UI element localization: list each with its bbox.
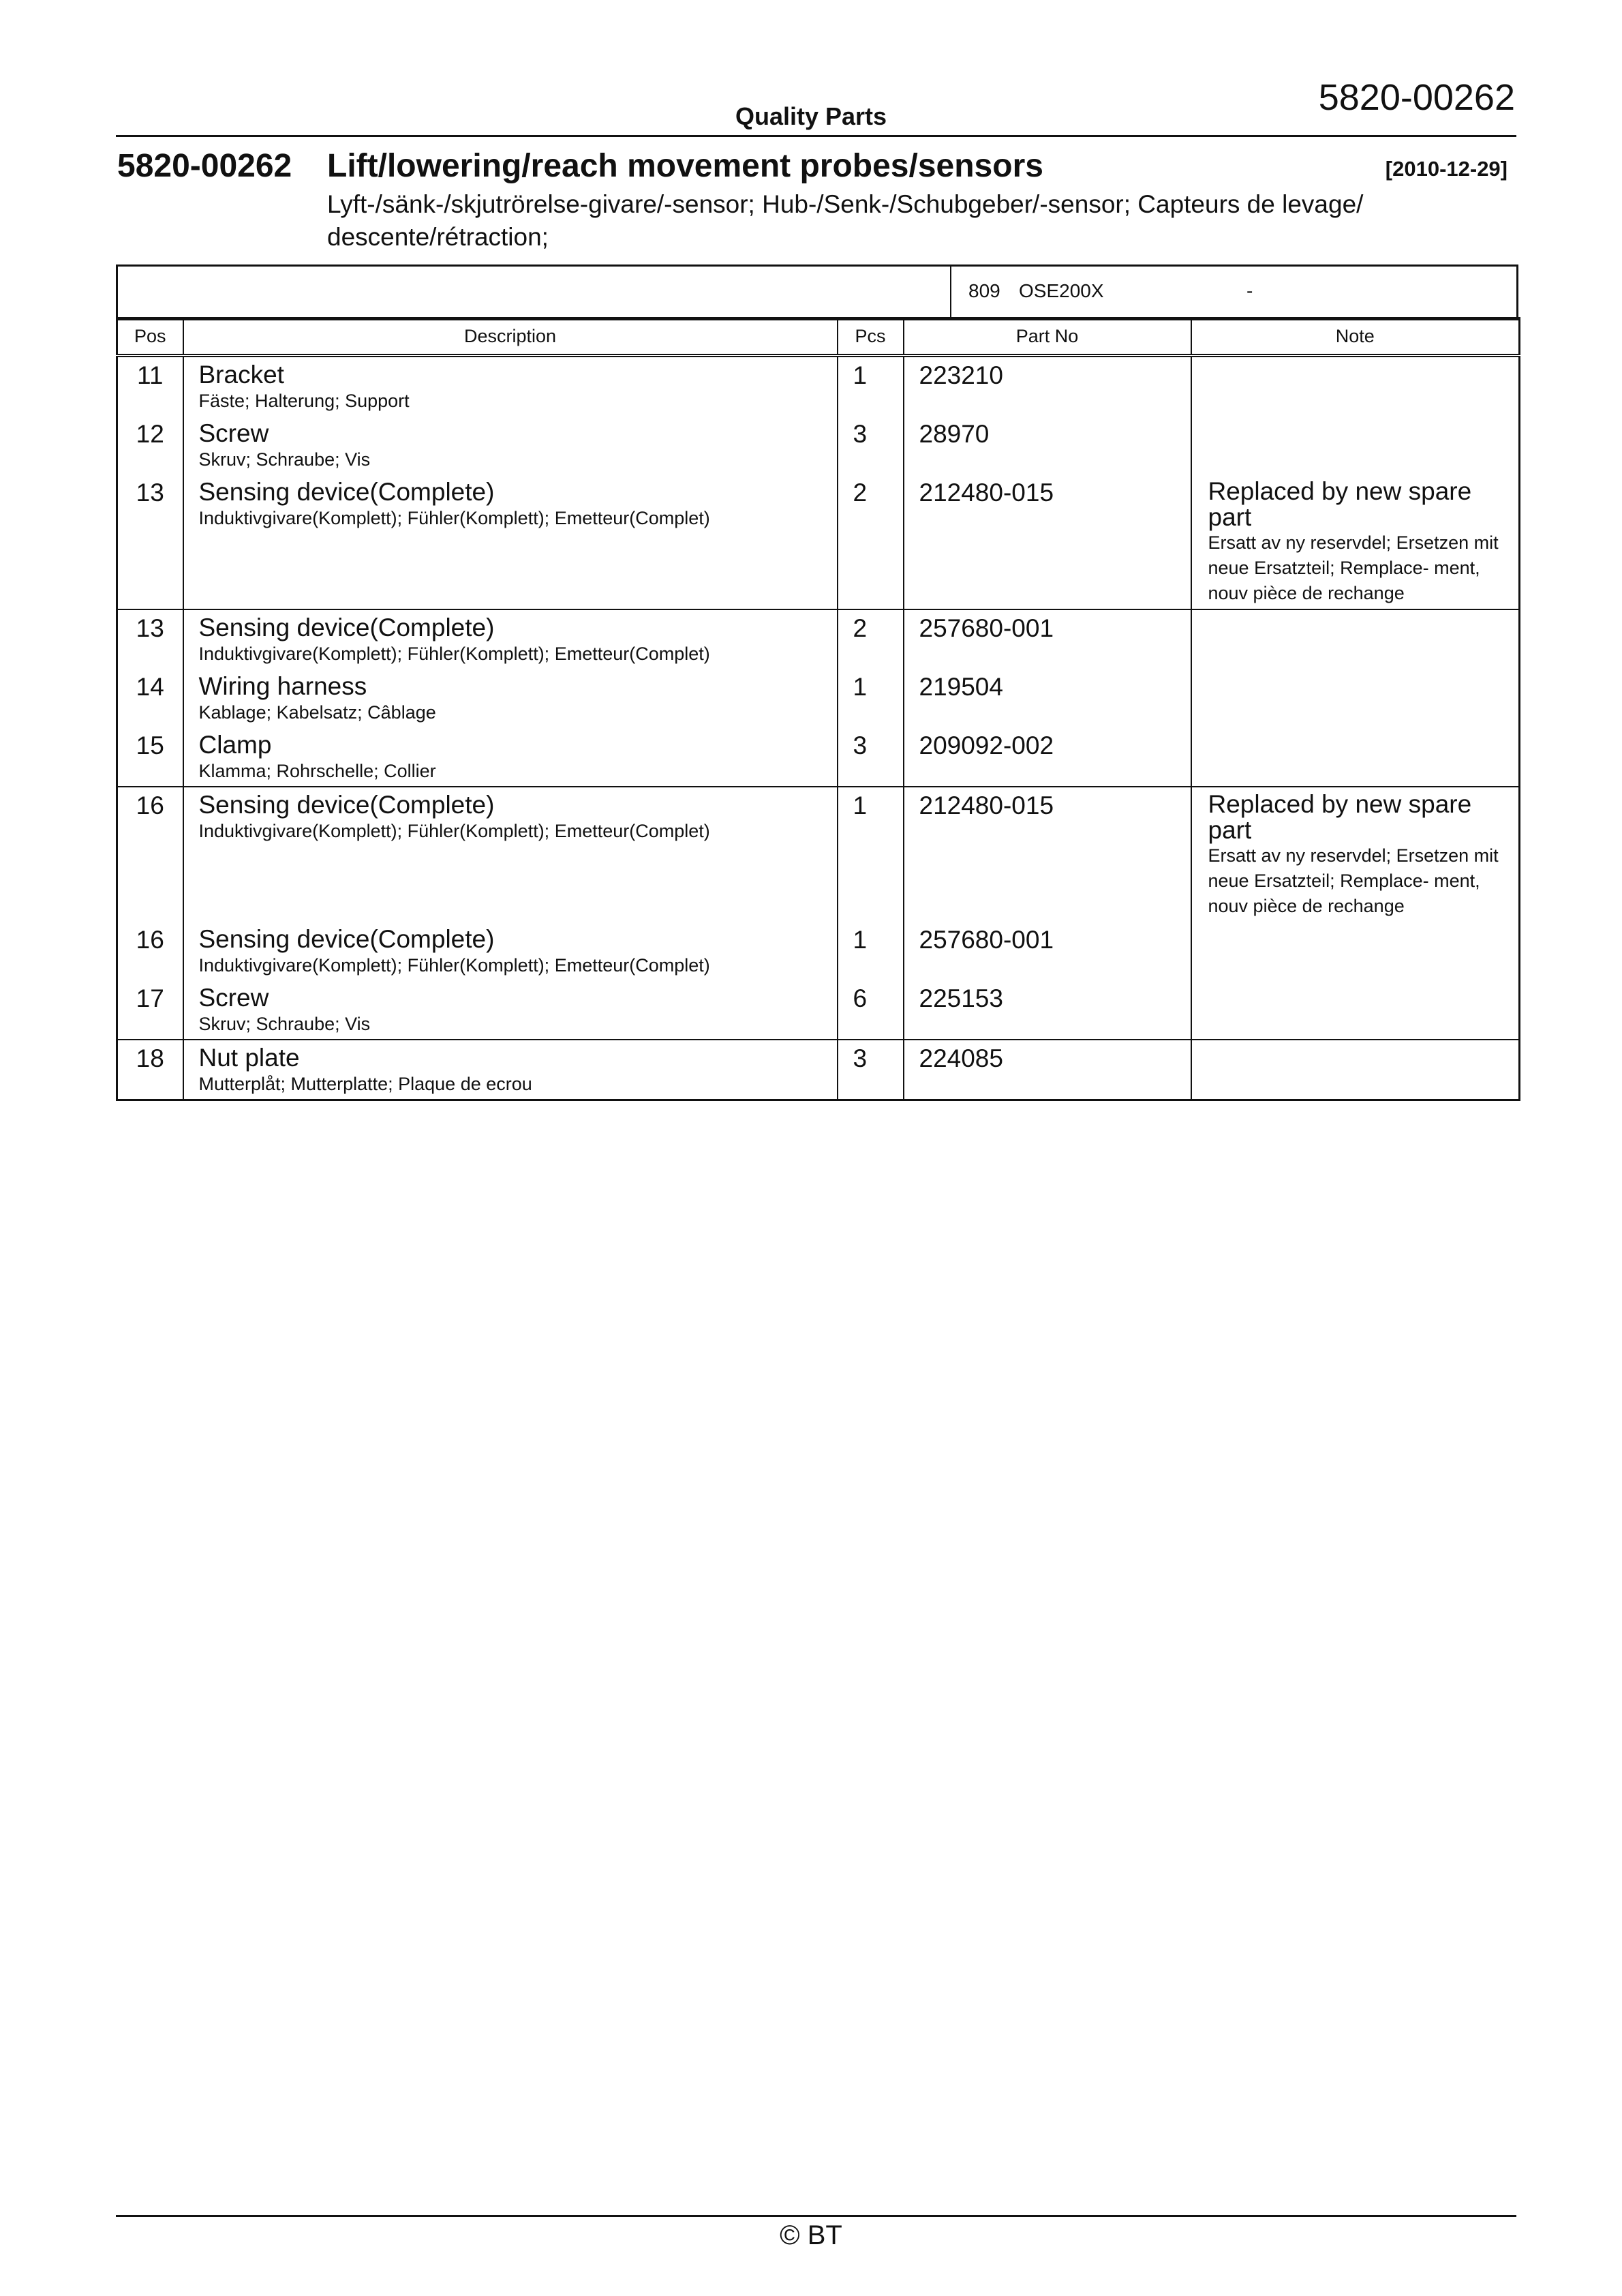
cell-pos: 16 xyxy=(117,922,183,980)
cell-note xyxy=(1191,669,1520,727)
cell-note xyxy=(1191,474,1520,609)
table-row xyxy=(117,609,1520,669)
description-main: Screw xyxy=(198,984,269,1012)
cell-description xyxy=(183,727,838,787)
cell-description xyxy=(183,669,838,727)
cell-part-no: 212480-015 xyxy=(904,787,1191,922)
cell-note xyxy=(1191,787,1520,922)
group-code: 5820-00262 xyxy=(117,148,292,184)
group-title: Lift/lowering/reach movement probes/sensors xyxy=(327,148,1043,184)
table-row xyxy=(117,356,1520,417)
description-translations: Induktivgivare(Komplett); Fühler(Komplett); Emetteur(Complet) xyxy=(198,644,710,664)
cell-pos: 13 xyxy=(117,474,183,609)
description-translations: Skruv; Schraube; Vis xyxy=(198,1014,371,1034)
cell-pcs: 1 xyxy=(838,669,904,727)
group-subtitle: Lyft-/sänk-/skjutrörelse-givare/-sensor; Hub-/Senk-/Schubgeber/-sensor; Capteurs de levage/ descente/rétraction; xyxy=(327,190,1364,251)
parts-table xyxy=(116,317,1520,1101)
cell-pcs: 1 xyxy=(838,922,904,980)
cell-note xyxy=(1191,416,1520,474)
cell-part-no: 28970 xyxy=(904,416,1191,474)
description-main: Nut plate xyxy=(198,1044,300,1072)
description-main: Sensing device(Complete) xyxy=(198,925,495,953)
col-header-pcs: Pcs xyxy=(838,318,904,356)
model-separator xyxy=(950,267,951,318)
header-divider xyxy=(116,135,1516,137)
cell-description xyxy=(183,980,838,1040)
description-main: Bracket xyxy=(198,361,284,389)
description-translations: Kablage; Kabelsatz; Câblage xyxy=(198,702,436,723)
cell-pos: 17 xyxy=(117,980,183,1040)
model-number: 809 xyxy=(968,280,1000,301)
col-header-pos: Pos xyxy=(117,318,183,356)
cell-pcs: 1 xyxy=(838,356,904,417)
table-row xyxy=(117,980,1520,1040)
cell-part-no: 224085 xyxy=(904,1040,1191,1100)
description-main: Screw xyxy=(198,419,269,447)
col-header-description: Description xyxy=(183,318,838,356)
cell-pcs: 3 xyxy=(838,1040,904,1100)
model-dash: - xyxy=(1246,280,1253,301)
description-main: Sensing device(Complete) xyxy=(198,791,495,819)
cell-pcs: 6 xyxy=(838,980,904,1040)
cell-part-no: 212480-015 xyxy=(904,474,1191,609)
cell-pos: 12 xyxy=(117,416,183,474)
cell-description xyxy=(183,787,838,922)
table-row xyxy=(117,1040,1520,1100)
cell-description xyxy=(183,356,838,417)
table-row xyxy=(117,787,1520,922)
cell-pcs: 3 xyxy=(838,727,904,787)
cell-description xyxy=(183,922,838,980)
cell-part-no: 225153 xyxy=(904,980,1191,1040)
cell-part-no: 257680-001 xyxy=(904,609,1191,669)
model-box xyxy=(116,265,1518,320)
cell-pos: 16 xyxy=(117,787,183,922)
cell-note xyxy=(1191,609,1520,669)
cell-description xyxy=(183,416,838,474)
note-main: Replaced by new spare part xyxy=(1208,477,1472,531)
col-header-part-no: Part No xyxy=(904,318,1191,356)
cell-pcs: 3 xyxy=(838,416,904,474)
col-header-note: Note xyxy=(1191,318,1520,356)
cell-note xyxy=(1191,727,1520,787)
description-translations: Induktivgivare(Komplett); Fühler(Komplett); Emetteur(Complet) xyxy=(198,955,710,976)
cell-note xyxy=(1191,356,1520,417)
note-main: Replaced by new spare part xyxy=(1208,790,1472,844)
cell-pcs: 2 xyxy=(838,609,904,669)
cell-description xyxy=(183,609,838,669)
note-translations: Ersatt av ny reservdel; Ersetzen mit neue Ersatzteil; Remplace- ment, nouv pièce de rechange xyxy=(1208,532,1499,603)
description-main: Sensing device(Complete) xyxy=(198,478,495,506)
description-translations: Klamma; Rohrschelle; Collier xyxy=(198,761,436,781)
note-translations: Ersatt av ny reservdel; Ersetzen mit neue Ersatzteil; Remplace- ment, nouv pièce de rechange xyxy=(1208,845,1499,916)
cell-pcs: 1 xyxy=(838,787,904,922)
description-translations: Fäste; Halterung; Support xyxy=(198,391,410,411)
table-row xyxy=(117,727,1520,787)
cell-note xyxy=(1191,922,1520,980)
description-translations: Skruv; Schraube; Vis xyxy=(198,449,371,470)
footer-divider xyxy=(116,2215,1516,2217)
table-row xyxy=(117,922,1520,980)
description-main: Clamp xyxy=(198,731,272,759)
description-translations: Induktivgivare(Komplett); Fühler(Komplett); Emetteur(Complet) xyxy=(198,821,710,841)
cell-description xyxy=(183,1040,838,1100)
header-doc-number: 5820-00262 xyxy=(1318,77,1515,118)
cell-part-no: 209092-002 xyxy=(904,727,1191,787)
cell-pcs: 2 xyxy=(838,474,904,609)
description-translations: Induktivgivare(Komplett); Fühler(Komplett); Emetteur(Complet) xyxy=(198,508,710,528)
description-main: Wiring harness xyxy=(198,672,367,700)
model-name: OSE200X xyxy=(1019,280,1104,301)
cell-pos: 18 xyxy=(117,1040,183,1100)
cell-part-no: 257680-001 xyxy=(904,922,1191,980)
footer-copyright: © BT xyxy=(780,2220,842,2250)
cell-description xyxy=(183,474,838,609)
description-translations: Mutterplåt; Mutterplatte; Plaque de ecrou xyxy=(198,1074,532,1094)
cell-pos: 15 xyxy=(117,727,183,787)
table-header-row xyxy=(117,318,1520,356)
group-date: [2010-12-29] xyxy=(1385,157,1508,181)
table-row xyxy=(117,669,1520,727)
cell-part-no: 219504 xyxy=(904,669,1191,727)
table-row xyxy=(117,416,1520,474)
header-section-title: Quality Parts xyxy=(735,102,887,130)
description-main: Sensing device(Complete) xyxy=(198,614,495,641)
table-row xyxy=(117,474,1520,609)
cell-pos: 14 xyxy=(117,669,183,727)
cell-note xyxy=(1191,980,1520,1040)
cell-pos: 13 xyxy=(117,609,183,669)
cell-pos: 11 xyxy=(117,356,183,417)
cell-note xyxy=(1191,1040,1520,1100)
cell-part-no: 223210 xyxy=(904,356,1191,417)
